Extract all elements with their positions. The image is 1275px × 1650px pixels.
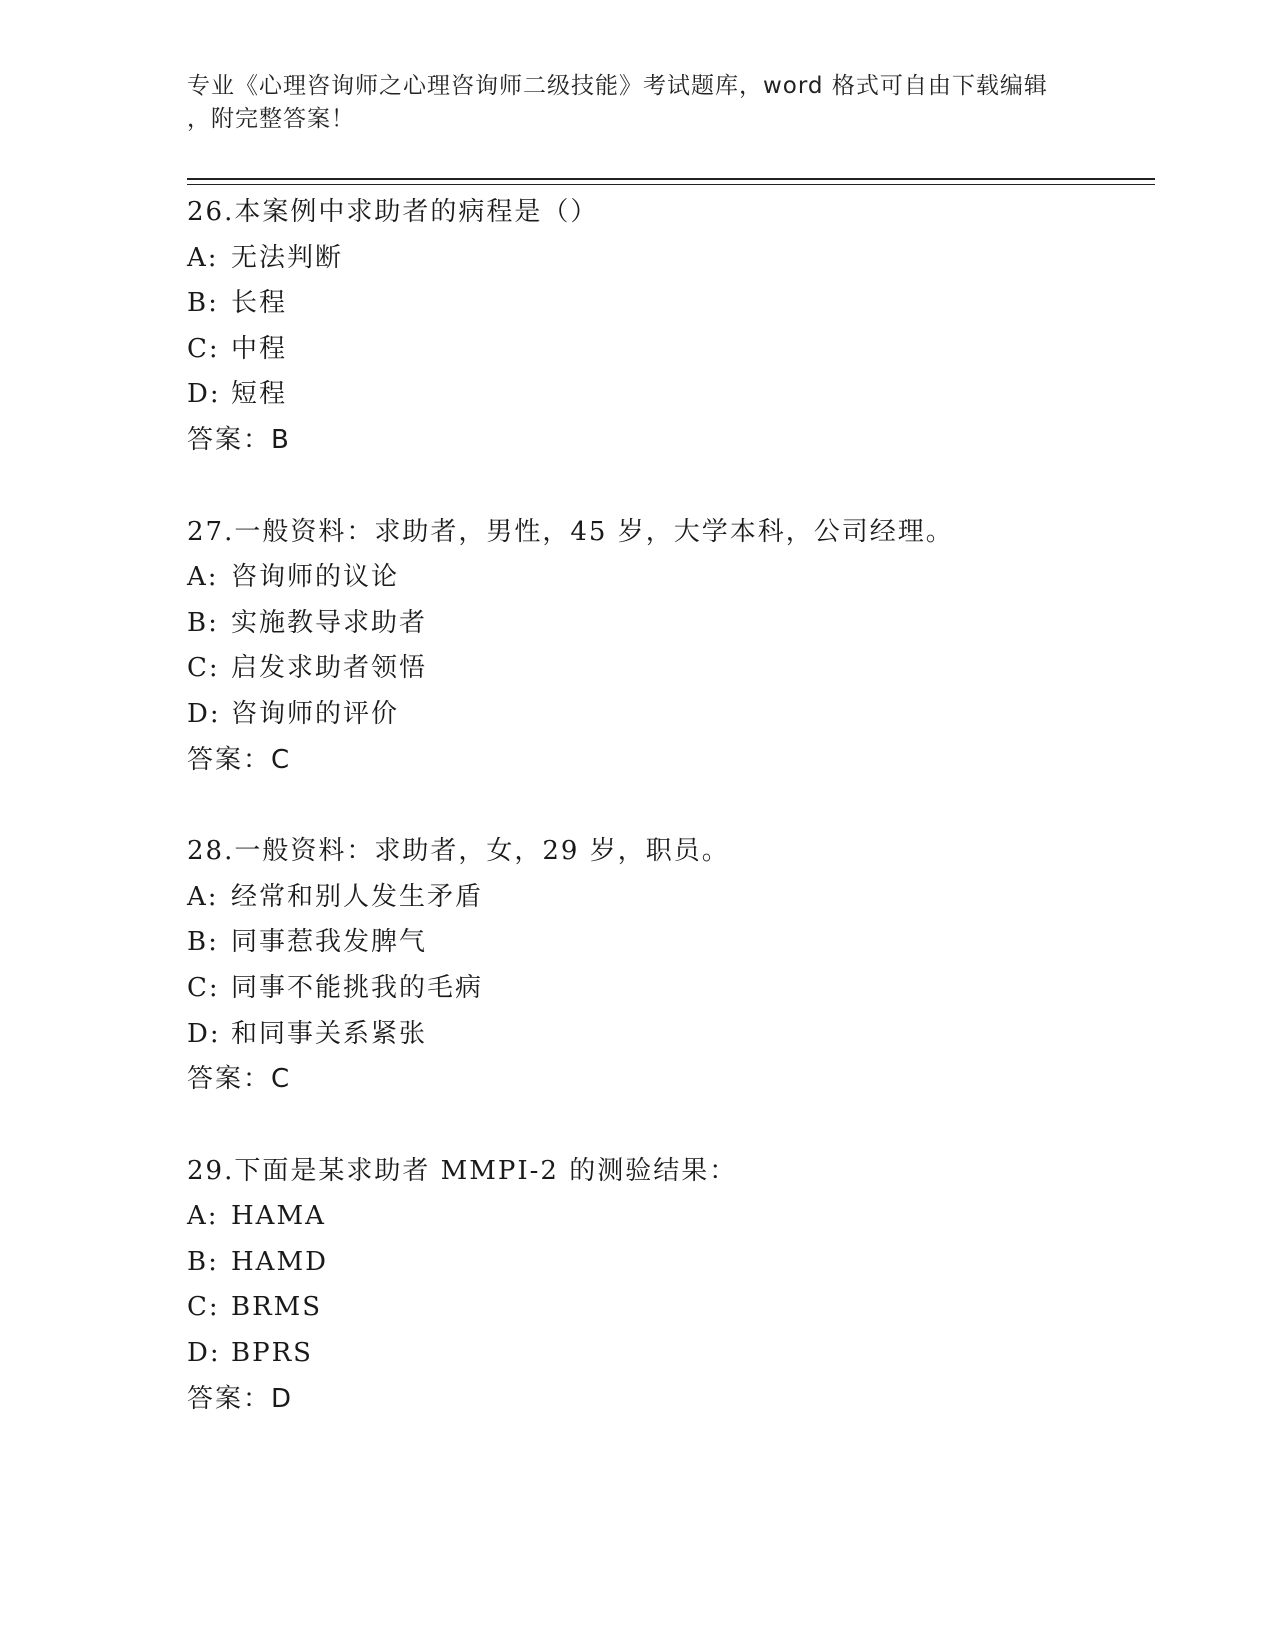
option-letter: D: (187, 1018, 221, 1049)
option-text: 中程 (231, 333, 288, 364)
option-c (187, 646, 1147, 692)
option-text: BRMS (231, 1292, 323, 1323)
option-text: 同事惹我发脾气 (231, 927, 428, 958)
option-a (187, 555, 1147, 601)
option-letter: D: (187, 379, 221, 410)
option-letter: D: (187, 698, 221, 729)
option-letter: C: (187, 333, 220, 364)
answer-line: 答案：D (187, 1383, 294, 1414)
question-item (187, 190, 1147, 464)
option-letter: C: (187, 653, 220, 684)
option-text: 咨询师的议论 (231, 562, 400, 593)
option-d (187, 692, 1147, 738)
option-text: 实施教导求助者 (231, 607, 428, 638)
option-text: 和同事关系紧张 (231, 1018, 428, 1049)
option-text: 长程 (231, 288, 288, 319)
option-text: 同事不能挑我的毛病 (231, 972, 484, 1003)
option-text: BPRS (231, 1338, 313, 1369)
question-stem: 26.本案例中求助者的病程是（） (187, 197, 599, 227)
question-item (187, 829, 1147, 1103)
question-stem: 28.一般资料：求助者，女，29 岁，职员。 (187, 836, 730, 867)
option-text: 咨询师的评价 (231, 698, 400, 729)
option-letter: A: (187, 881, 219, 912)
option-d (187, 1331, 1147, 1377)
option-b (187, 1240, 1147, 1286)
answer-line: 答案：B (187, 424, 291, 455)
question-item (187, 1149, 1147, 1423)
header-divider-thick (187, 178, 1155, 180)
option-d (187, 1012, 1147, 1058)
option-letter: C: (187, 972, 220, 1003)
option-a (187, 1194, 1147, 1240)
header-line-2: ，附完整答案！ (187, 106, 355, 132)
option-b (187, 281, 1147, 327)
question-item (187, 510, 1147, 784)
question-stem: 27.一般资料：求助者，男性，45 岁，大学本科，公司经理。 (187, 516, 954, 547)
option-c (187, 966, 1147, 1012)
option-letter: A: (187, 1201, 219, 1232)
option-b (187, 601, 1147, 647)
option-a (187, 236, 1147, 282)
question-list (187, 190, 1147, 1422)
option-letter: B: (187, 1246, 219, 1277)
option-b (187, 920, 1147, 966)
option-letter: A: (187, 562, 219, 593)
option-letter: B: (187, 288, 219, 319)
option-c (187, 1285, 1147, 1331)
option-letter: D: (187, 1338, 221, 1369)
option-letter: B: (187, 927, 219, 958)
option-a (187, 875, 1147, 921)
option-c (187, 327, 1147, 373)
option-d (187, 372, 1147, 418)
option-text: HAMA (231, 1201, 326, 1232)
header-line-1: 专业《心理咨询师之心理咨询师二级技能》考试题库，word 格式可自由下载编辑 (187, 73, 1048, 99)
option-text: HAMD (231, 1246, 328, 1277)
header-divider-thin (187, 184, 1155, 185)
option-letter: B: (187, 607, 219, 638)
option-text: 经常和别人发生矛盾 (231, 881, 484, 912)
answer-line: 答案：C (187, 744, 292, 775)
option-text: 启发求助者领悟 (231, 653, 428, 684)
option-letter: C: (187, 1292, 220, 1323)
option-text: 短程 (231, 379, 288, 410)
document-header (187, 70, 1087, 136)
answer-line: 答案：C (187, 1064, 292, 1095)
question-stem: 29.下面是某求助者 MMPI-2 的测验结果： (187, 1155, 738, 1186)
option-letter: A: (187, 242, 219, 273)
option-text: 无法判断 (231, 242, 344, 273)
